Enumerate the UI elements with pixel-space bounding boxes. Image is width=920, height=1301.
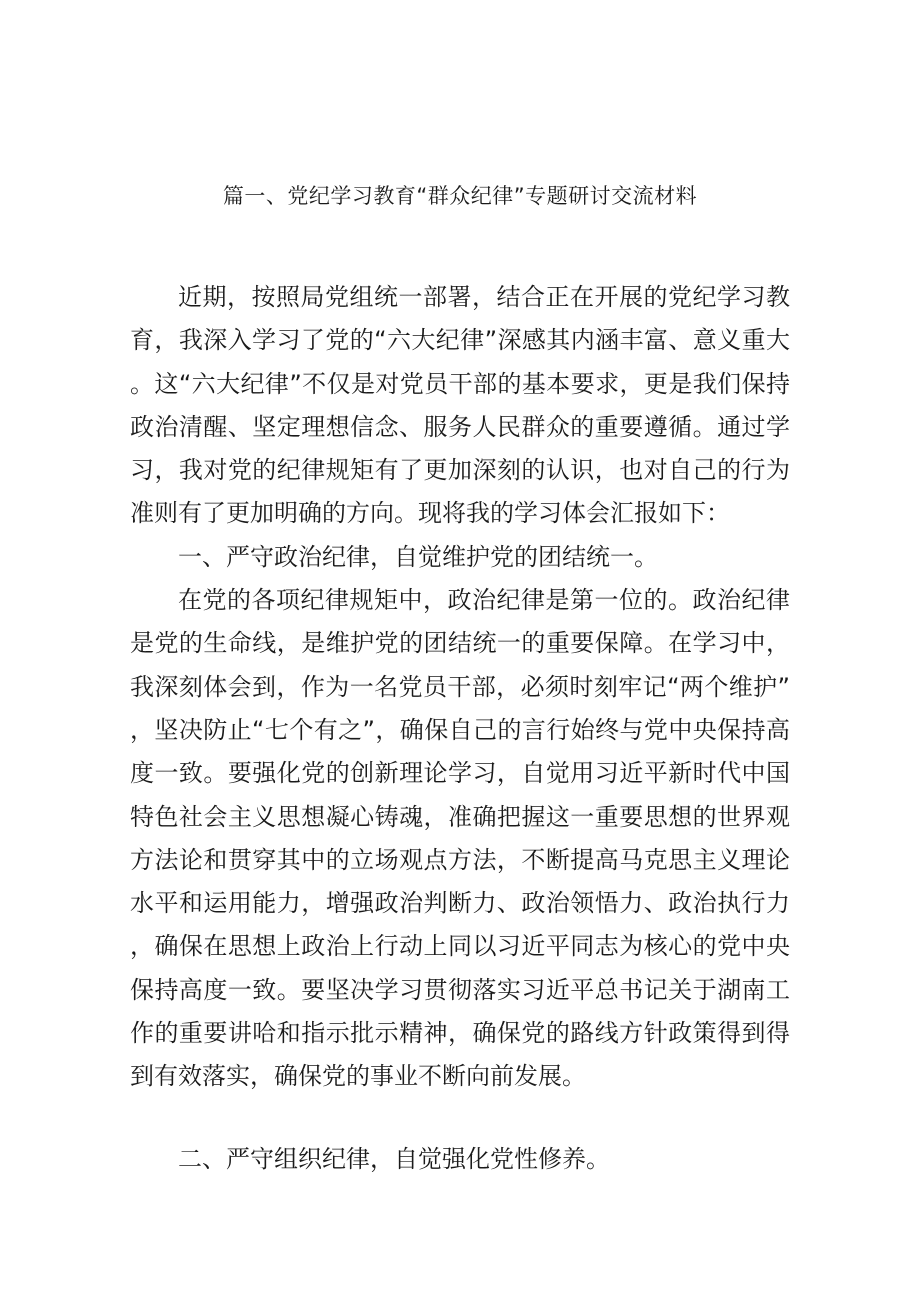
intro-paragraph: 近期，按照局党组统一部署，结合正在开展的党纪学习教育，我深入学习了党的“六大纪律”深感其内涵丰富、意义重大。这“六大纪律”不仅是对党员干部的基本要求，更是我们保持政治清醒、坚定理想信念、服务人民群众的重要遵循。通过学习，我对党的纪律规矩有了更加深刻的认识，也对自己的行为准则有了更加明确的方向。现将我的学习体会汇报如下：	[130, 283, 790, 528]
document-body	[130, 276, 790, 1181]
section-2-heading: 二、严守组织纪律，自觉强化党性修养。	[178, 1144, 610, 1173]
document-title: 篇一、党纪学习教育“群众纪律”专题研讨交流材料	[222, 184, 698, 208]
section-1-paragraph: 在党的各项纪律规矩中，政治纪律是第一位的。政治纪律是党的生命线，是维护党的团结统一的重要保障。在学习中，我深刻体会到，作为一名党员干部，必须时刻牢记“两个维护”，坚决防止“七个有之”，确保自己的言行始终与党中央保持高度一致。要强化党的创新理论学习，自觉用习近平新时代中国特色社会主义思想凝心铸魂，准确把握这一重要思想的世界观方法论和贯穿其中的立场观点方法，不断提高马克思主义理论水平和运用能力，增强政治判断力、政治领悟力、政治执行力，确保在思想上政治上行动上同以习近平同志为核心的党中央保持高度一致。要坚决学习贯彻落实习近平总书记关于湖南工作的重要讲哈和指示批示精神，确保党的路线方针政策得到得到有效落实，确保党的事业不断向前发展。	[130, 586, 790, 1091]
section-1-heading: 一、严守政治纪律，自觉维护党的团结统一。	[178, 542, 658, 571]
